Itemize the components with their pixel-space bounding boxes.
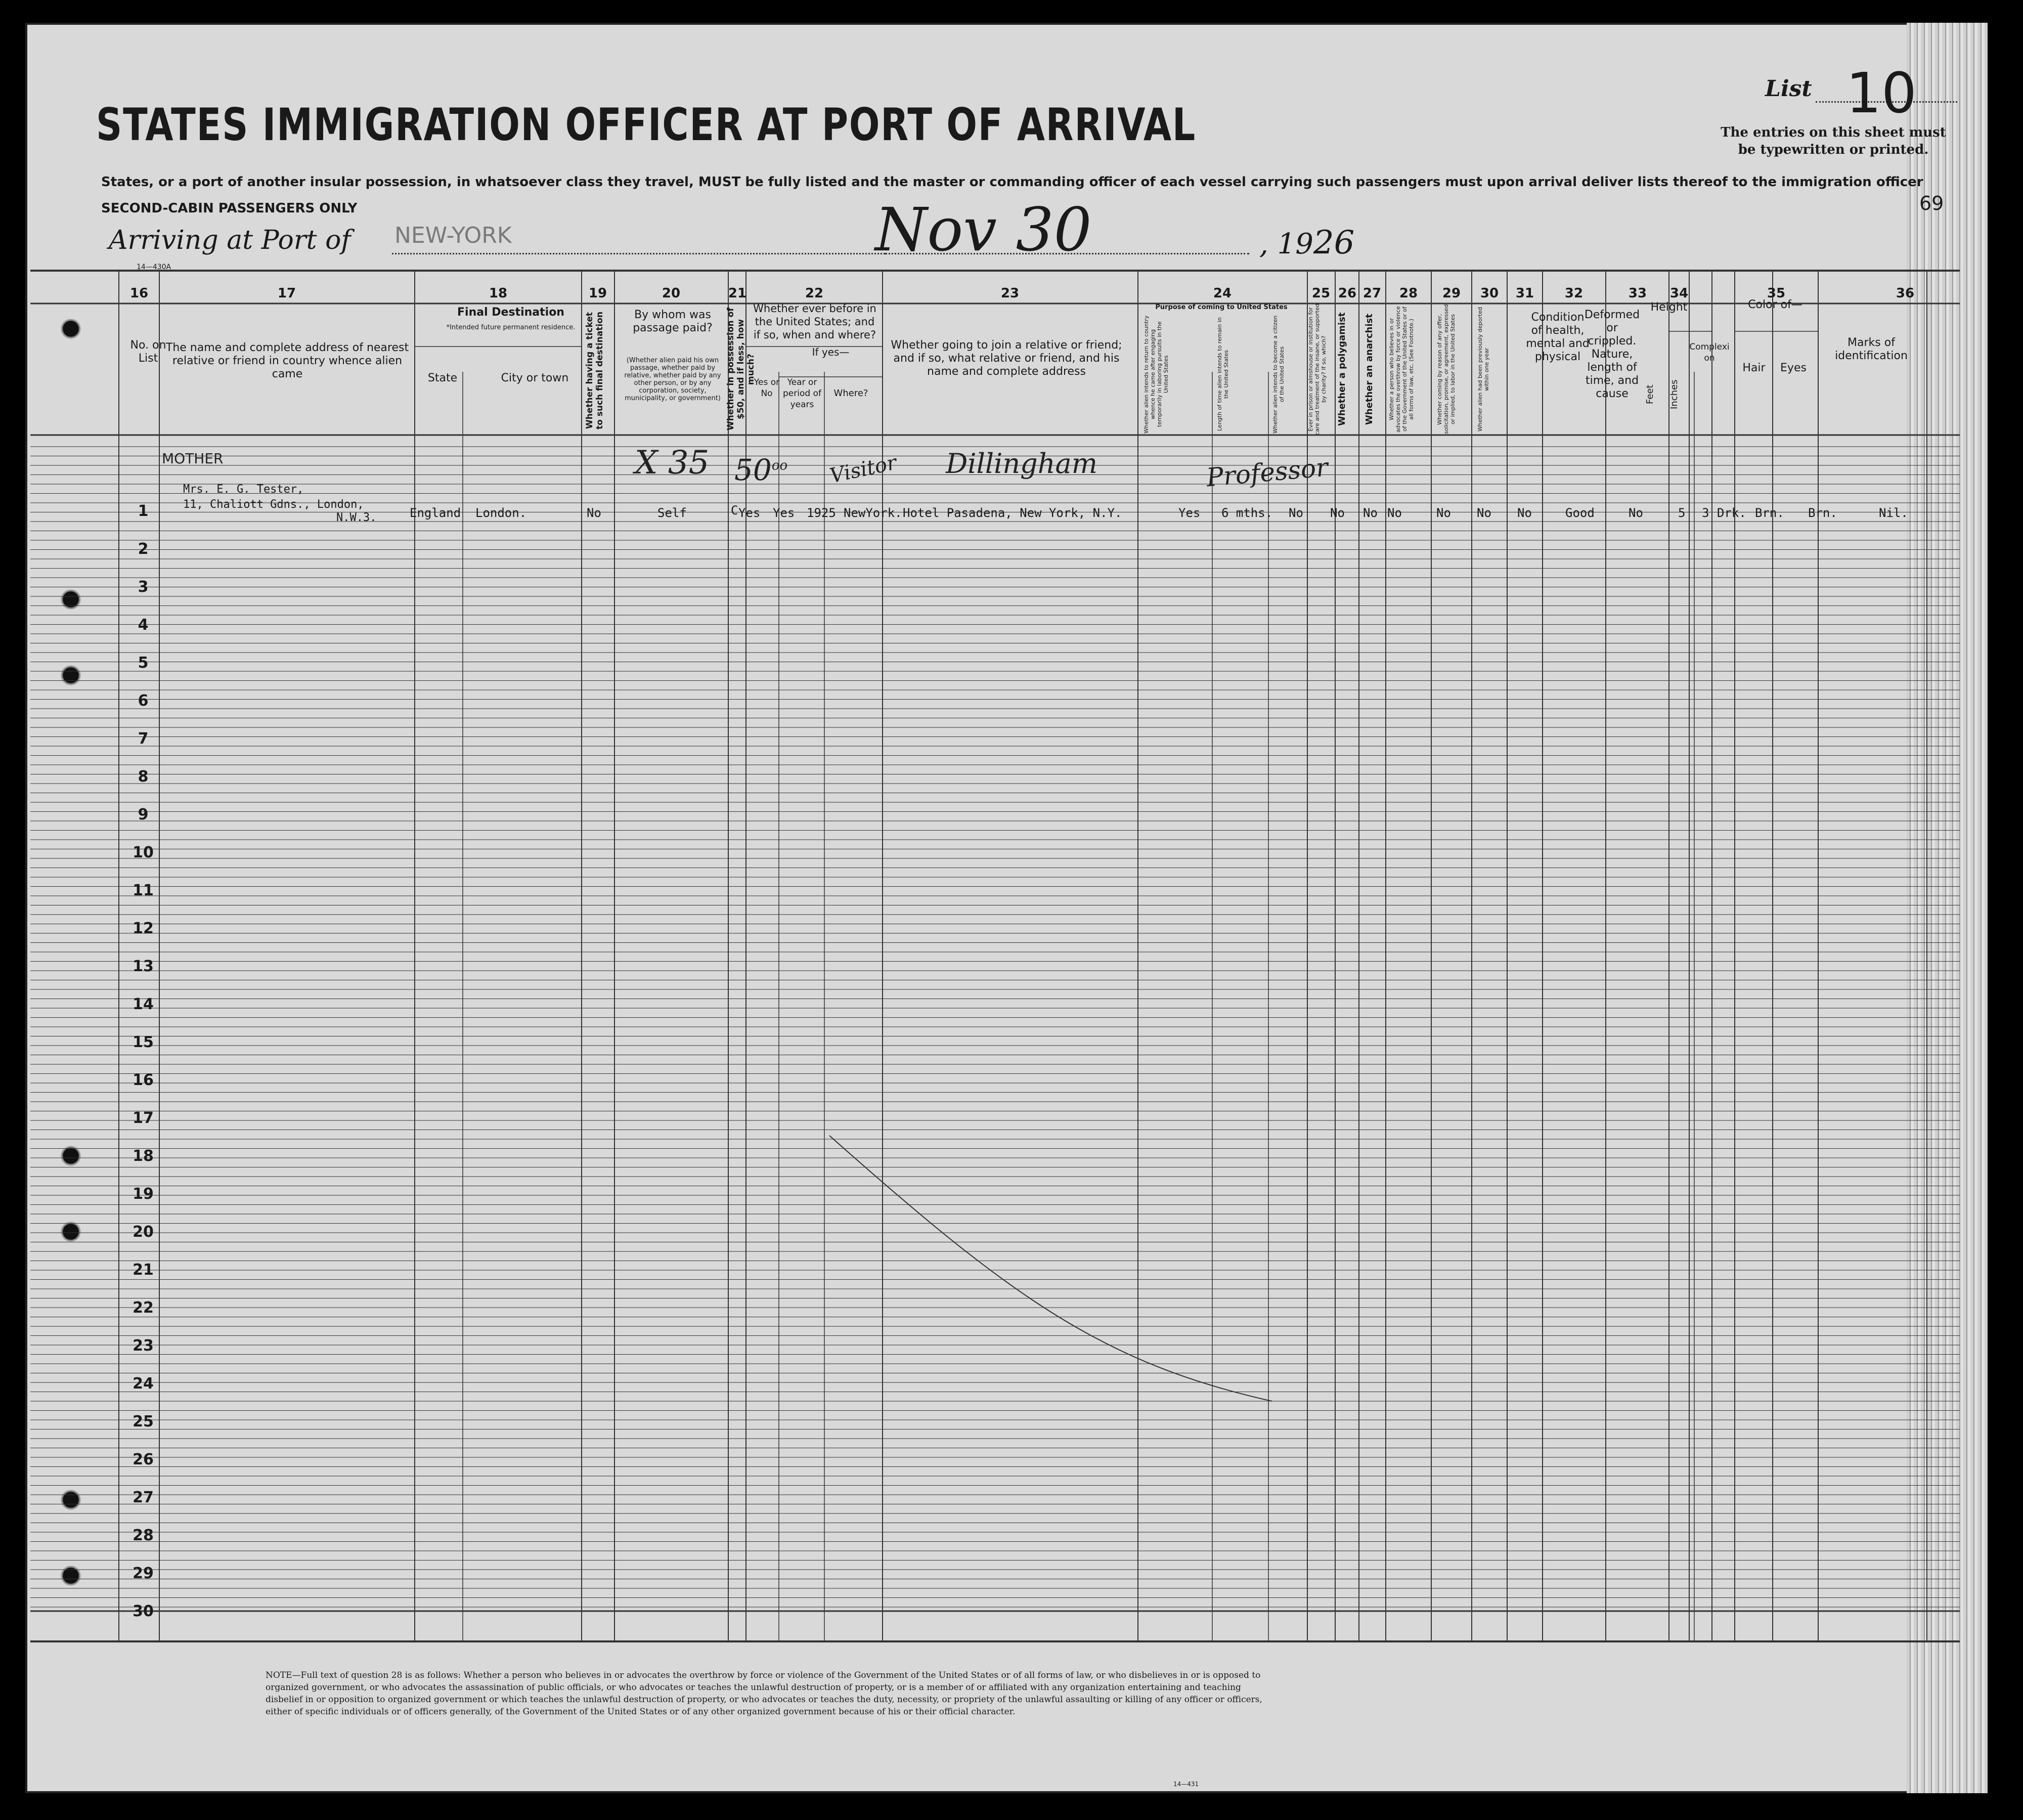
row-number: 7	[138, 730, 149, 748]
col20-header: By whom was passage paid?	[633, 309, 713, 334]
col18-city: City or town	[501, 372, 569, 384]
row-number: 20	[133, 1223, 154, 1241]
column-number: 32	[1564, 286, 1584, 301]
anarchist: No	[1387, 506, 1402, 520]
complexion: Drk.	[1717, 506, 1746, 520]
col22-ifyes: If yes—	[812, 346, 850, 358]
col33-feet: Feet	[1645, 384, 1655, 405]
col16-header: No. on List	[130, 339, 166, 365]
class-line: SECOND-CABIN PASSENGERS ONLY	[101, 201, 358, 216]
row-number: 5	[138, 654, 149, 672]
row-number: 28	[133, 1527, 154, 1544]
year-before: 1925	[807, 506, 836, 520]
list-number-handwritten: 10	[1846, 61, 1917, 125]
money-hw-value: 50	[734, 453, 772, 487]
col33-header: Height	[1650, 301, 1688, 314]
col23-header: Whether going to join a relative or friend; and if so, what relative or friend, and his name and complete address	[891, 339, 1122, 378]
money-hw-suffix: oo	[771, 458, 788, 473]
form-number: 14—430A	[137, 263, 171, 271]
money-prefix: C	[731, 503, 738, 517]
col24a-header: Whether alien intends to return to country whence he came after engaging temporarily in laboring pursuits in the United States	[1143, 315, 1169, 434]
citizen-intent: No	[1289, 506, 1303, 520]
row-number: 1	[138, 502, 149, 520]
answer-29: No	[1477, 506, 1491, 520]
row-number: 15	[133, 1033, 154, 1051]
answer-30: No	[1517, 506, 1532, 520]
col24b-header: Length of time alien intends to remain in the United States	[1216, 317, 1229, 431]
relation-handwritten: MOTHER	[162, 450, 224, 467]
dest-state: England	[410, 506, 461, 520]
column-number: 16	[129, 286, 149, 301]
row-number: 17	[133, 1109, 154, 1127]
arrival-date-handwritten: Nov 30	[875, 195, 1092, 265]
column-number: 20	[662, 286, 681, 301]
col27-header: Whether an anarchist	[1364, 314, 1375, 425]
row-number: 14	[133, 995, 154, 1013]
height-feet: 5	[1678, 506, 1686, 520]
cancel-stroke	[829, 1136, 1272, 1401]
column-number: 26	[1338, 286, 1357, 301]
relative-name: Mrs. E. G. Tester,	[183, 483, 304, 496]
column-number: 28	[1399, 286, 1418, 301]
polygamist: No	[1363, 506, 1378, 520]
col24-header: Purpose of coming to United States	[1155, 304, 1288, 311]
row-number: 30	[133, 1602, 154, 1620]
form-title: STATES IMMIGRATION OFFICER AT PORT OF ARRIVAL	[96, 99, 1197, 151]
row-number: 29	[133, 1565, 154, 1582]
column-number: 36	[1896, 286, 1915, 301]
row-number: 4	[138, 616, 149, 634]
relative-postcode: N.W.3.	[336, 511, 377, 524]
arriving-label: Arriving at Port of	[109, 225, 351, 255]
prison: No	[1330, 506, 1345, 520]
paid-by: Self	[657, 506, 687, 520]
col35-header: Color of—	[1748, 298, 1802, 311]
col36-header: Marks of identification	[1835, 336, 1908, 362]
hair-color: Brn.	[1755, 506, 1784, 520]
column-number: 17	[277, 286, 296, 301]
col28-header: Whether a person who believes in or advocates the overthrow by force or violence of the Government of the United States or of all forms of law, etc. (See Footnote.)	[1388, 306, 1415, 432]
row-number: 22	[133, 1299, 154, 1317]
height-inches: 3	[1702, 506, 1709, 520]
col18-header: Final Destination	[457, 306, 564, 319]
ticket: No	[587, 506, 601, 520]
col21-header: Whether in possession of $50, and if less, how much?	[726, 308, 756, 431]
column-number: 30	[1480, 286, 1499, 301]
col33-inches: Inches	[1669, 379, 1680, 410]
row-number: 3	[138, 578, 149, 596]
row-number: 10	[133, 844, 154, 861]
col32-header: Deformed or crippled. Nature, length of time, and cause	[1584, 309, 1640, 400]
purpose-handwritten: Professor	[1205, 452, 1330, 493]
col22-where: Where?	[833, 388, 868, 399]
destination-handwritten: X 35	[635, 444, 710, 482]
col18-state: State	[427, 372, 458, 384]
dest-city: London.	[475, 506, 527, 520]
row-number: 12	[133, 920, 154, 937]
where-before: NewYork.	[844, 506, 902, 520]
list-label: List	[1765, 76, 1812, 102]
col17-header: The name and complete address of nearest relative or friend in country whence alien came	[165, 341, 409, 380]
col24c-header: Whether alien intends to become a citizen of the United States	[1272, 315, 1285, 434]
row-number: 27	[133, 1489, 154, 1506]
col19-header: Whether having a ticket to such final destination	[585, 311, 605, 430]
row-number: 25	[133, 1413, 154, 1431]
year-prefix: , 19	[1259, 228, 1313, 261]
page-number: 69	[1919, 192, 1944, 214]
row-number: 21	[133, 1261, 154, 1279]
col26-header: Whether a polygamist	[1337, 312, 1347, 426]
column-number: 21	[728, 286, 747, 301]
column-number: 18	[489, 286, 508, 301]
row-number: 16	[133, 1071, 154, 1089]
length-of-stay: 6 mths.	[1221, 506, 1273, 520]
eye-color: Brn.	[1808, 506, 1837, 520]
entries-note-line: be typewritten or printed.	[1738, 142, 1929, 157]
col30-header: Whether alien had been previously deported within one year	[1477, 307, 1490, 432]
row-number: 9	[138, 806, 149, 824]
joining-address: Hotel Pasadena, New York, N.Y.	[903, 506, 1122, 520]
col22-yesno: Yes or No	[754, 377, 780, 399]
col22-header: Whether ever before in the United States; and if so, when and where?	[753, 302, 876, 341]
col20-note: (Whether alien paid his own passage, whether paid by relative, whether paid by any other person, or by any corporation, society, municipality, or government)	[624, 357, 721, 402]
column-number: 25	[1311, 286, 1331, 301]
answer-28: No	[1436, 506, 1451, 520]
col35-eyes: Eyes	[1780, 362, 1807, 374]
column-number: 29	[1442, 286, 1461, 301]
column-number: 31	[1515, 286, 1534, 301]
join-handwritten: Dillingham	[946, 448, 1097, 480]
col29-header: Whether coming by reason of any offer, solicitation, promise, or agreement, expressed or implied, to labor in the United States	[1436, 304, 1456, 435]
deformed: No	[1629, 506, 1643, 520]
column-number: 27	[1362, 286, 1382, 301]
column-number: 24	[1213, 286, 1232, 301]
row-number: 18	[133, 1147, 154, 1165]
row-number: 8	[138, 768, 149, 786]
column-number: 34	[1669, 286, 1689, 301]
return-intent: Yes	[1178, 506, 1201, 520]
port-stamp: NEW-YORK	[394, 223, 512, 248]
health: Good	[1565, 506, 1595, 520]
money-handwritten	[734, 453, 787, 487]
col34-header: Complexion	[1689, 342, 1730, 363]
column-number: 35	[1767, 286, 1786, 301]
row-number: 11	[133, 882, 154, 899]
col35-hair: Hair	[1742, 362, 1766, 374]
row-number: 2	[138, 540, 149, 558]
row-number: 26	[133, 1451, 154, 1468]
form-subtitle: States, or a port of another insular possession, in whatsoever class they travel, MUST be fully listed and the master or commanding officer of each vessel carrying such passengers must upon arrival deliver lists thereof to the immigration officer	[101, 175, 1923, 190]
manifest-page	[25, 23, 1988, 1793]
column-number: 33	[1628, 286, 1647, 301]
col22-year: Year or period of years	[783, 377, 821, 410]
col18-note: *Intended future permanent residence.	[446, 324, 576, 331]
column-number: 23	[1000, 286, 1020, 301]
footnote-form-number: 14—431	[1173, 1781, 1199, 1788]
column-number: 22	[805, 286, 824, 301]
relative-address: 11, Chaliott Gdns., London,	[183, 498, 364, 511]
column-number: 19	[588, 286, 607, 301]
been-before: Yes	[773, 506, 795, 520]
col31-header: Condition of health, mental and physical	[1526, 311, 1590, 363]
row-number: 23	[133, 1337, 154, 1355]
entries-note-line: The entries on this sheet must	[1721, 125, 1946, 140]
money: Yes	[738, 506, 761, 520]
visitor-handwritten: Visitor	[827, 451, 899, 488]
year-handwritten: 26	[1313, 224, 1355, 262]
row-number: 24	[133, 1375, 154, 1393]
row-number: 19	[133, 1185, 154, 1203]
col25-header: Ever in prison or almshouse or institution for care and treatment of the insane, or supported by charity? If so, which?	[1307, 304, 1327, 435]
row-number: 13	[133, 958, 154, 975]
row-number: 6	[138, 692, 149, 710]
footnote: NOTE—Full text of question 28 is as follows: Whether a person who believes in or advocates the overthrow by force or violence of the Government of the United States or of all forms of law, or who disbelieves in or is opposed to organized government, or who advocates the assassination of public officials, or who advocates or teaches the unlawful destruction of property, or is a member of or affiliated with any organization entertaining and teaching disbelief in or opposition to organized government or which teaches the unlawful destruction of property, or who advocates or teaches the duty, necessity, or propriety of the unlawful assaulting or killing of any officer or officers, either of specific individuals or of officers generally, of the Government of the United States or of any other organized government because of his or their official character.	[266, 1670, 1262, 1717]
marks: Nil.	[1879, 506, 1908, 520]
